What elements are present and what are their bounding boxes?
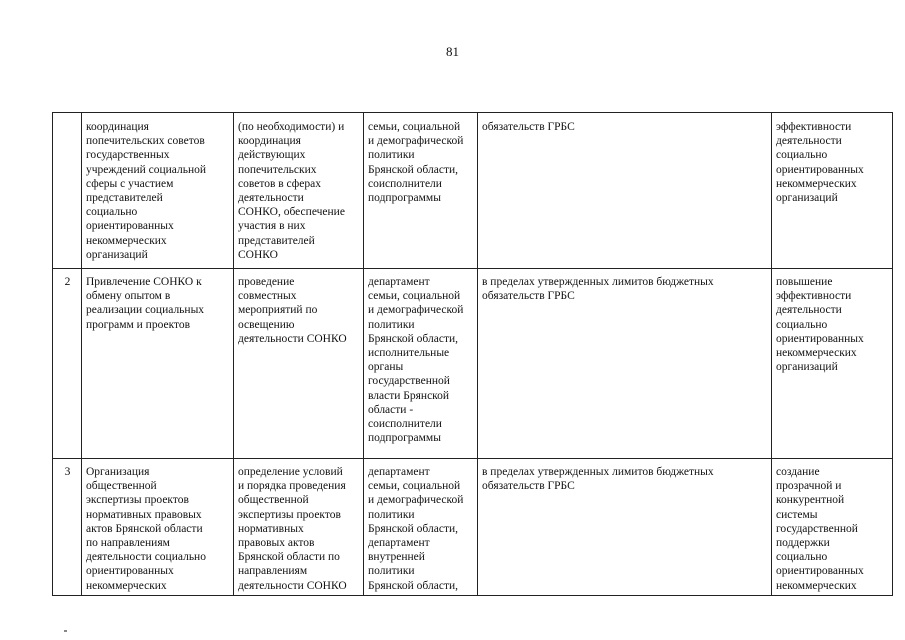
cell-funding: в пределах утвержденных лимитов бюджетных обязательств ГРБС bbox=[478, 459, 772, 596]
cell-content: (по необходимости) и координация действующих попечительских советов в сферах деятельности СОНКО, обеспечение участия в них представителей СОНКО bbox=[234, 113, 364, 269]
cell-event: координация попечительских советов государственных учреждений социальной сферы с участием представителей социально ориентированных некоммерческих организаций bbox=[82, 113, 234, 269]
cell-result: повышение эффективности деятельности социально ориентированных некоммерческих организаций bbox=[772, 269, 893, 459]
cell-funding: в пределах утвержденных лимитов бюджетных обязательств ГРБС bbox=[478, 269, 772, 459]
cell-result: создание прозрачной и конкурентной системы государственной поддержки социально ориентированных некоммерческих bbox=[772, 459, 893, 596]
cell-executor: департамент семьи, социальной и демографической политики Брянской области, исполнительные органы государственной власти Брянской области - соисполнители подпрограммы bbox=[364, 269, 478, 459]
cell-executor: департамент семьи, социальной и демографической политики Брянской области, департамент внутренней политики Брянской области, bbox=[364, 459, 478, 596]
table-row bbox=[53, 269, 893, 459]
cell-funding: обязательств ГРБС bbox=[478, 113, 772, 269]
cell-executor: семьи, социальной и демографической политики Брянской области, соисполнители подпрограммы bbox=[364, 113, 478, 269]
cell-number: 2 bbox=[53, 269, 82, 459]
program-measures-table bbox=[52, 112, 893, 596]
cell-result: эффективности деятельности социально ориентированных некоммерческих организаций bbox=[772, 113, 893, 269]
cell-content: определение условий и порядка проведения общественной экспертизы проектов нормативных правовых актов Брянской области по направлениям деятельности СОНКО bbox=[234, 459, 364, 596]
page-number: 81 bbox=[446, 44, 459, 59]
cell-event: Привлечение СОНКО к обмену опытом в реализации социальных программ и проектов bbox=[82, 269, 234, 459]
table-row bbox=[53, 113, 893, 269]
cell-number: 3 bbox=[53, 459, 82, 596]
cell-content: проведение совместных мероприятий по освещению деятельности СОНКО bbox=[234, 269, 364, 459]
cell-number bbox=[53, 113, 82, 269]
table-row bbox=[53, 459, 893, 596]
cell-event: Организация общественной экспертизы проектов нормативных правовых актов Брянской области по направлениям деятельности социально ориентированных некоммерческих bbox=[82, 459, 234, 596]
scan-artifact bbox=[64, 630, 67, 632]
